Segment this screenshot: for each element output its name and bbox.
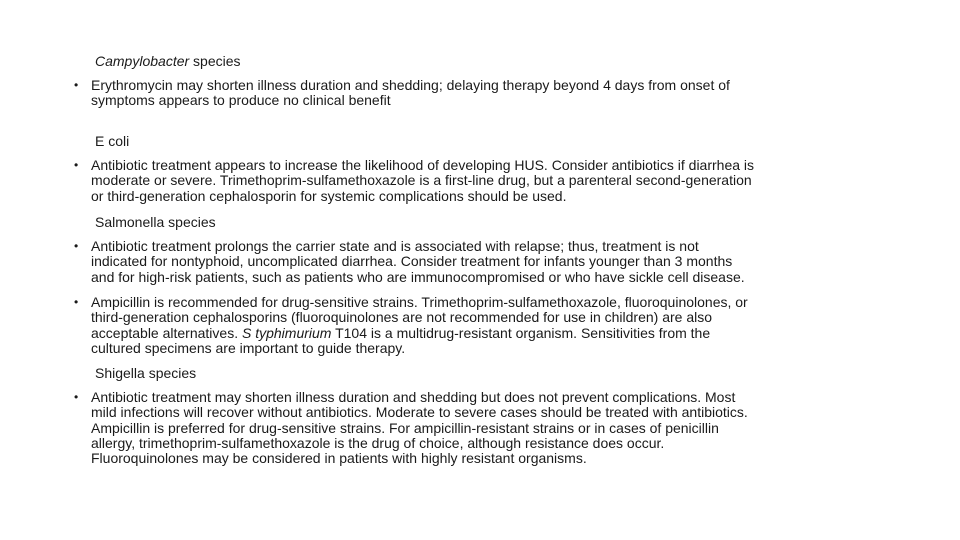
bullet-dot: •: [74, 78, 79, 92]
bullet-line: Ampicillin is preferred for drug-sensitive strains. For ampicillin-resistant strains or in cases of penicillin: [91, 419, 719, 436]
bullet-line: mild infections will recover without antibiotics. Moderate to severe cases should be treated with antibiotics.: [91, 404, 748, 421]
bullet-dot: •: [74, 239, 79, 253]
bullet-dot: •: [74, 295, 79, 309]
bullet-line: Antibiotic treatment appears to increase the likelihood of developing HUS. Consider antibiotics if diarrhea is: [91, 157, 755, 173]
bullet-salmonella-2: [74, 295, 884, 356]
bullet-line: symptoms appears to produce no clinical benefit: [91, 92, 391, 109]
organism-name: S typhimurium: [241, 324, 332, 341]
line-text: T104 is a multidrug-resistant organism. Sensitivities from the: [331, 324, 711, 341]
bullet-line: Fluoroquinolones may be considered in patients with highly resistant organisms.: [91, 450, 587, 467]
bullet-line: moderate or severe. Trimethoprim-sulfamethoxazole is a first-line drug, but a parenteral second-generation: [91, 172, 752, 189]
line-text: acceptable alternatives.: [91, 324, 242, 341]
heading-shigella: Shigella species: [95, 365, 197, 381]
heading-ecoli: E coli: [95, 133, 130, 149]
bullet-line: or third-generation cephalosporin for systemic complications should be used.: [91, 187, 567, 204]
bullet-line: Erythromycin may shorten illness duration and shedding; delaying therapy beyond 4 days from onset of: [91, 77, 730, 93]
heading-campylobacter-italic: Campylobacter: [95, 53, 190, 69]
bullet-dot: •: [74, 158, 79, 172]
bullet-line: cultured specimens are important to guide therapy.: [91, 339, 406, 356]
bullet-dot: •: [74, 390, 79, 404]
bullet-shigella-1: [74, 390, 884, 466]
heading-campylobacter: [95, 53, 241, 69]
bullet-campylobacter-1: [74, 78, 884, 109]
bullet-line: and for high-risk patients, such as patients who are immunocompromised or who have sickle cell disease.: [91, 268, 745, 285]
bullet-line: third-generation cephalosporins (fluoroquinolones are not recommended for use in children) are also: [91, 309, 713, 326]
bullet-line: Antibiotic treatment prolongs the carrier state and is associated with relapse; thus, treatment is not: [91, 238, 699, 254]
bullet-line: allergy, trimethoprim-sulfamethoxazole is the drug of choice, although resistance does occur.: [91, 434, 665, 451]
bullet-ecoli-1: [74, 158, 884, 204]
bullet-line: Ampicillin is recommended for drug-sensitive strains. Trimethoprim-sulfamethoxazole, fluoroquinolones, or: [91, 294, 748, 310]
heading-salmonella: Salmonella species: [95, 214, 216, 230]
bullet-line: Antibiotic treatment may shorten illness duration and shedding but does not prevent complications. Most: [91, 389, 736, 405]
heading-campylobacter-rest: species: [189, 53, 241, 69]
bullet-salmonella-1: [74, 239, 884, 285]
bullet-line: indicated for nontyphoid, uncomplicated diarrhea. Consider treatment for infants younger than 3 months: [91, 253, 733, 270]
bullet-line-italic-mix: [74, 326, 884, 341]
